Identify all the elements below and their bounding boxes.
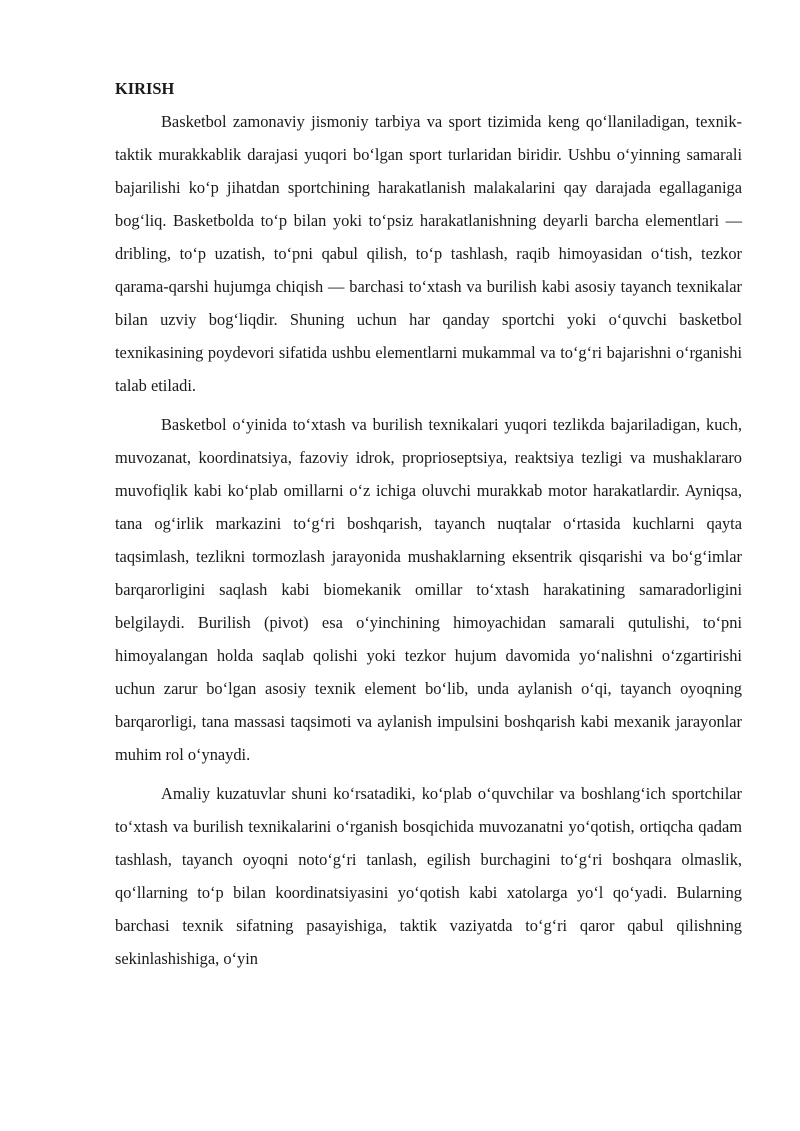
paragraph-3: Amaliy kuzatuvlar shuni ko‘rsatadiki, ko‘plab o‘quvchilar va boshlang‘ich sportchilar to‘xtash va burilish texnikalarini o‘rganish bosqichida muvozanatni yo‘qotish, ortiqcha qadam tashlash, tayanch oyoqni noto‘g‘ri tanlash, egilish burchagini to‘g‘ri boshqara olmaslik, qo‘llarning to‘p bilan koordinatsiyasini yo‘qotish kabi xatolarga yo‘l qo‘yadi. Bularning barchasi texnik sifatning pasayishiga, taktik vaziyatda to‘g‘ri qaror qabul qilishning sekinlashishiga, o‘yin (115, 784, 742, 968)
document-page (115, 72, 742, 981)
section-heading: KIRISH (115, 79, 175, 98)
paragraph-2: Basketbol o‘yinida to‘xtash va burilish texnikalari yuqori tezlikda bajariladigan, kuch, muvozanat, koordinatsiya, fazoviy idrok, proprioseptsiya, reaktsiya tezligi va mushaklararo muvofiqlik kabi ko‘plab omillarni o‘z ichiga oluvchi murakkab motor harakatlardir. Ayniqsa, tana og‘irlik markazini to‘g‘ri boshqarish, tayanch nuqtalar o‘rtasida kuchlarni qayta taqsimlash, tezlikni tormozlash jarayonida mushaklarning eksentrik qisqarishi va bo‘g‘imlar barqarorligini saqlash kabi biomekanik omillar to‘xtash harakatining samaradorligini belgilaydi. Burilish (pivot) esa o‘yinchining himoyachidan samarali qutulishi, to‘pni himoyalangan holda saqlab qolishi yoki tezkor hujum davomida yo‘nalishni o‘zgartirishi uchun zarur bo‘lgan asosiy texnik element bo‘lib, unda aylanish o‘qi, tayanch oyoqning barqarorligi, tana massasi taqsimoti va aylanish impulsini boshqarish kabi mexanik jarayonlar muhim rol o‘ynaydi. (115, 415, 742, 764)
paragraph-1: Basketbol zamonaviy jismoniy tarbiya va sport tizimida keng qo‘llaniladigan, texnik-taktik murakkablik darajasi yuqori bo‘lgan sport turlaridan biridir. Ushbu o‘yinning samarali bajarilishi ko‘p jihatdan sportchining harakatlanish malakalarini qay darajada egallaganiga bog‘liq. Basketbolda to‘p bilan yoki to‘psiz harakatlanishning deyarli barcha elementlari — dribling, to‘p uzatish, to‘pni qabul qilish, to‘p tashlash, raqib himoyasidan o‘tish, tezkor qarama-qarshi hujumga chiqish — barchasi to‘xtash va burilish kabi asosiy tayanch texnikalar bilan uzviy bog‘liqdir. Shuning uchun har qanday sportchi yoki o‘quvchi basketbol texnikasining poydevori sifatida ushbu elementlarni mukammal va to‘g‘ri bajarishni o‘rganishi talab etiladi. (115, 112, 742, 395)
